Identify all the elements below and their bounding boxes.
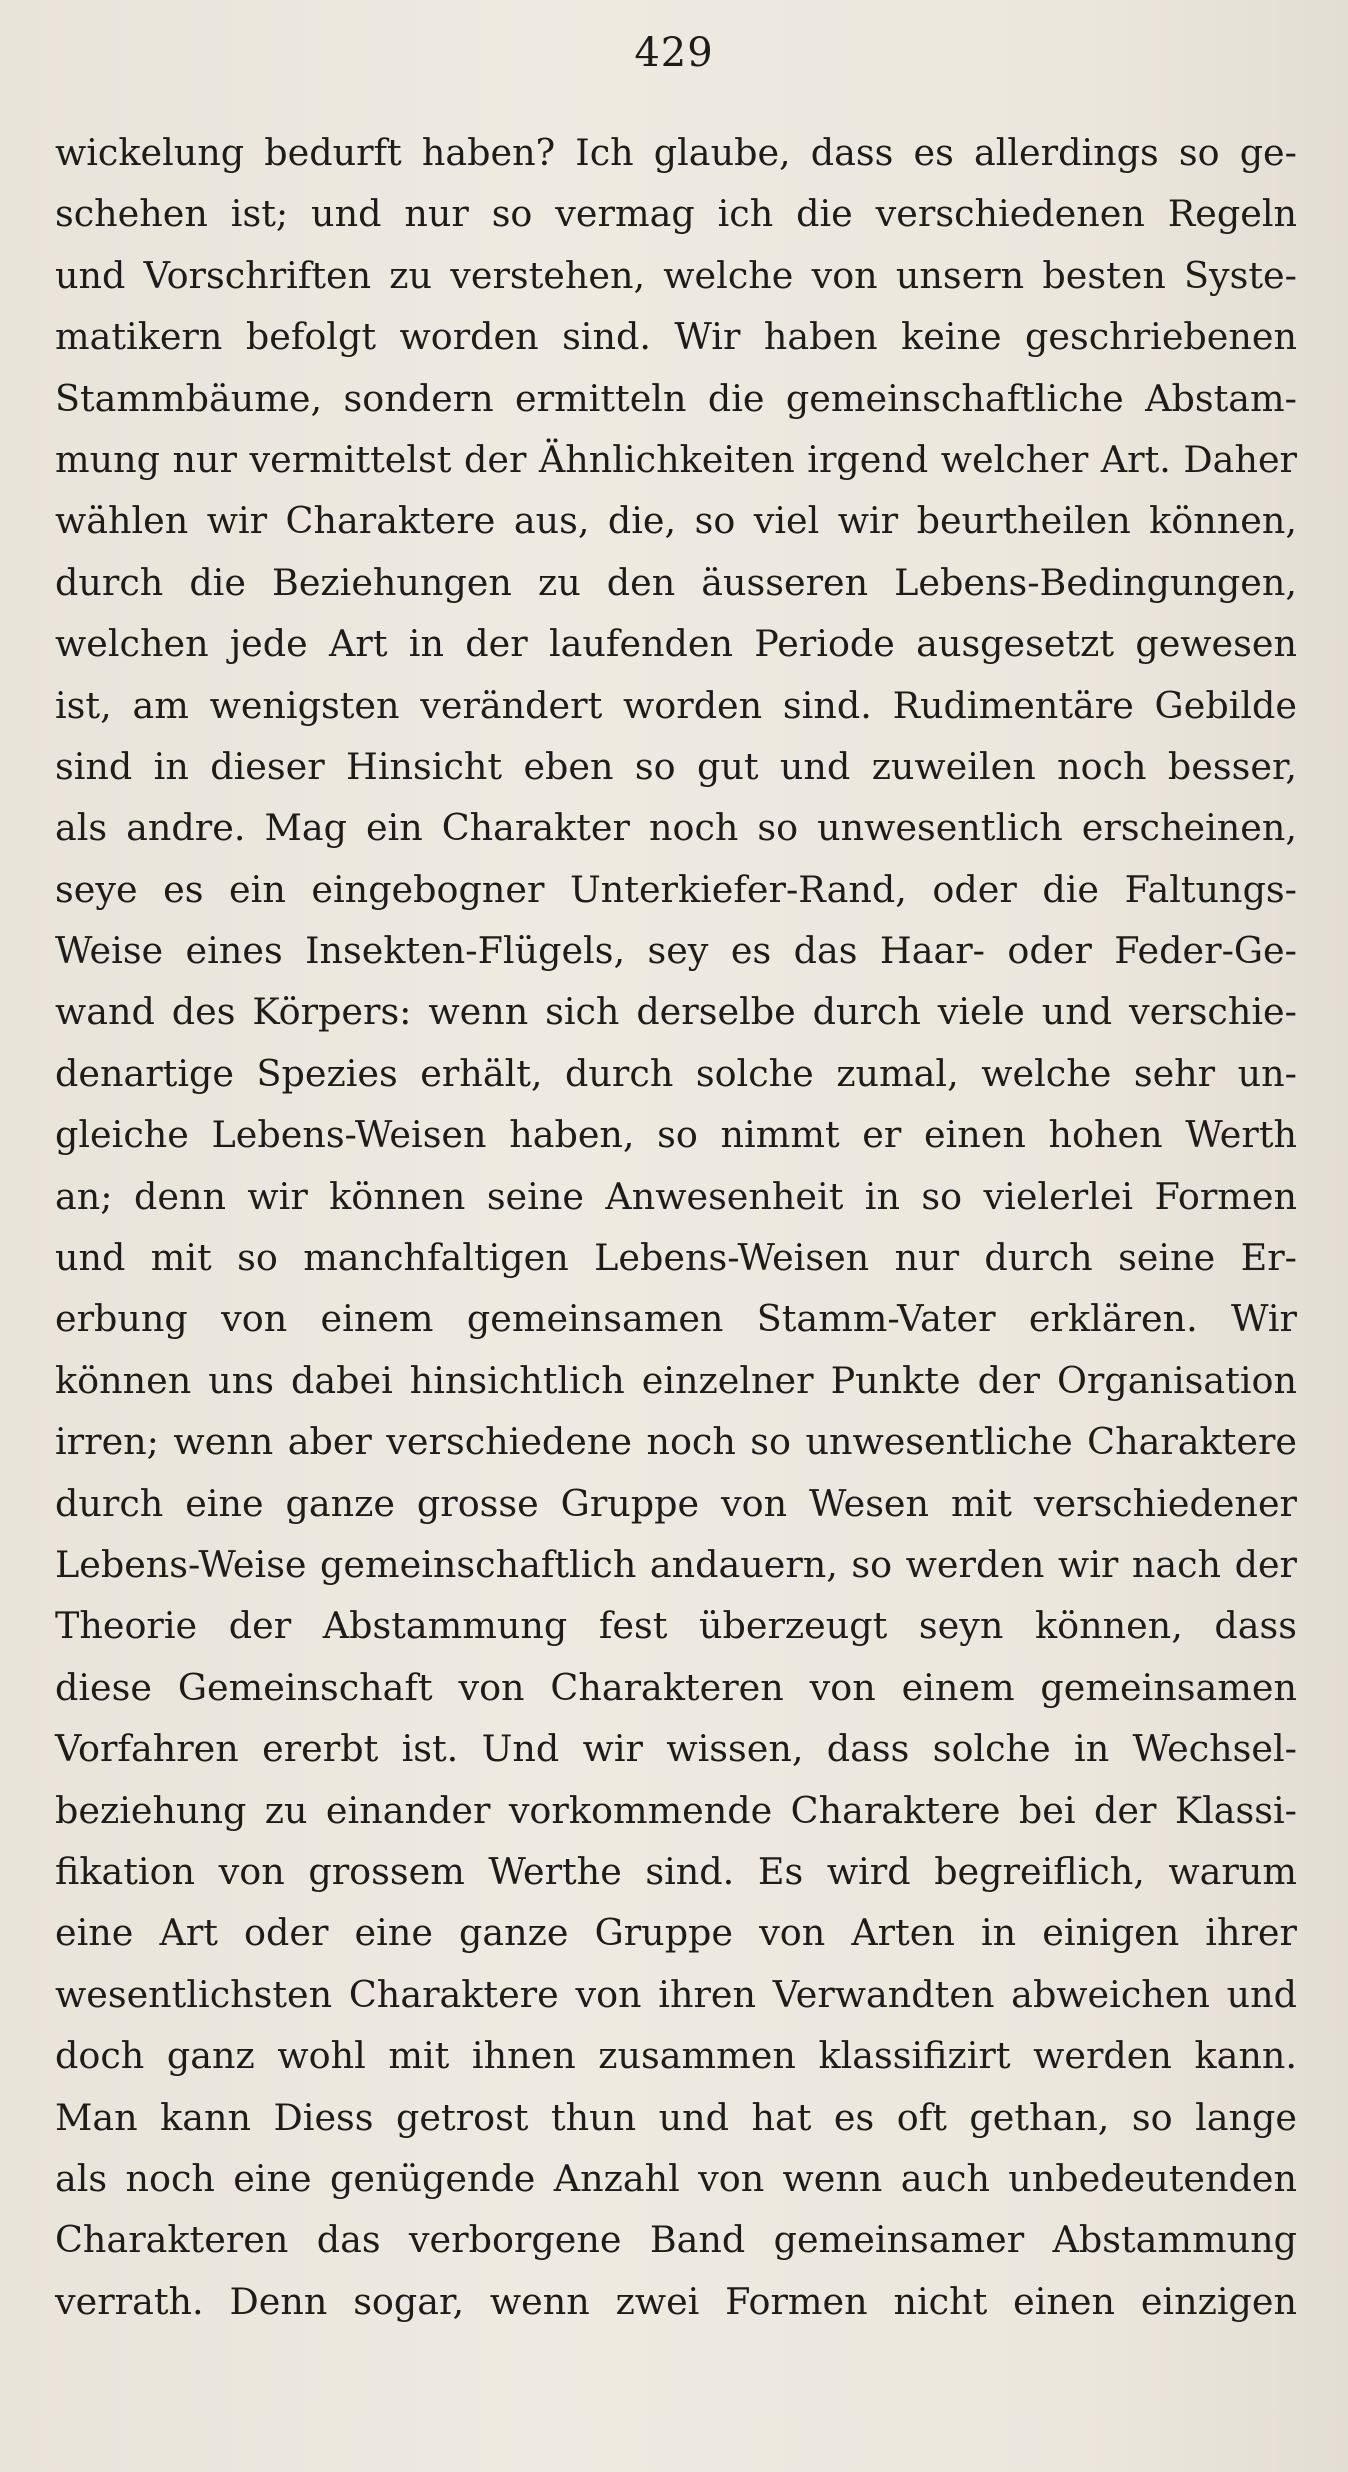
text-line: Charakteren das verborgene Band gemeinsamer Abstammung <box>55 2218 1297 2262</box>
text-line: schehen ist; und nur so vermag ich die verschiedenen Regeln <box>55 192 1297 236</box>
text-line: irren; wenn aber verschiedene noch so unwesentliche Charaktere <box>55 1420 1297 1464</box>
text-line: denartige Spezies erhält, durch solche zumal, welche sehr un- <box>55 1051 1297 1095</box>
text-line: Man kann Diess getrost thun und hat es oft gethan, so lange <box>55 2095 1297 2139</box>
page-number: 429 <box>634 30 714 76</box>
text-line: diese Gemeinschaft von Charakteren von einem gemeinsamen <box>55 1665 1297 1709</box>
text-line: durch eine ganze grosse Gruppe von Wesen mit verschiedener <box>55 1481 1297 1525</box>
text-line: Lebens-Weise gemeinschaftlich andauern, so werden wir nach der <box>55 1542 1297 1586</box>
text-line: Stammbäume, sondern ermitteln die gemeinschaftliche Abstam- <box>55 376 1297 420</box>
text-line: können uns dabei hinsichtlich einzelner Punkte der Organisation <box>55 1358 1297 1402</box>
text-line: mung nur vermittelst der Ähnlichkeiten irgend welcher Art. Daher <box>55 437 1297 481</box>
text-line: seye es ein eingebogner Unterkiefer-Rand, oder die Faltungs- <box>55 867 1297 911</box>
text-line: durch die Beziehungen zu den äusseren Lebens-Bedingungen, <box>55 560 1297 604</box>
text-line: und mit so manchfaltigen Lebens-Weisen nur durch seine Er- <box>55 1236 1297 1280</box>
text-line: wickelung bedurft haben? Ich glaube, dass es allerdings so ge- <box>55 131 1297 174</box>
text-line: matikern befolgt worden sind. Wir haben keine geschriebenen <box>55 315 1297 359</box>
text-line: Theorie der Abstammung fest überzeugt seyn können, dass <box>55 1604 1297 1648</box>
text-line: wählen wir Charaktere aus, die, so viel wir beurtheilen können, <box>55 499 1297 543</box>
text-line: und Vorschriften zu verstehen, welche von unsern besten Syste- <box>55 253 1297 297</box>
text-line: sind in dieser Hinsicht eben so gut und zuweilen noch besser, <box>55 744 1297 788</box>
text-line: Vorfahren ererbt ist. Und wir wissen, dass solche in Wechsel- <box>55 1727 1297 1771</box>
body-text <box>55 122 1297 2332</box>
text-line: doch ganz wohl mit ihnen zusammen klassifizirt werden kann. <box>55 2034 1297 2078</box>
text-line: fikation von grossem Werthe sind. Es wird begreiflich, warum <box>55 1849 1297 1893</box>
text-line: erbung von einem gemeinsamen Stamm-Vater erklären. Wir <box>55 1297 1297 1341</box>
text-line: als noch eine genügende Anzahl von wenn auch unbedeutenden <box>55 2156 1297 2200</box>
text-line: beziehung zu einander vorkommende Charaktere bei der Klassi- <box>55 1788 1297 1832</box>
text-line: verrath. Denn sogar, wenn zwei Formen nicht einen einzigen <box>55 2279 1297 2323</box>
text-line: an; denn wir können seine Anwesenheit in so vielerlei Formen <box>55 1174 1297 1218</box>
text-line: Weise eines Insekten-Flügels, sey es das Haar- oder Feder-Ge- <box>55 929 1297 973</box>
text-line: welchen jede Art in der laufenden Periode ausgesetzt gewesen <box>55 622 1297 666</box>
text-line: wesentlichsten Charaktere von ihren Verwandten abweichen und <box>55 1972 1297 2016</box>
text-line: gleiche Lebens-Weisen haben, so nimmt er einen hohen Werth <box>55 1113 1297 1157</box>
text-line: wand des Körpers: wenn sich derselbe durch viele und verschie- <box>55 990 1297 1034</box>
text-line: als andre. Mag ein Charakter noch so unwesentlich erscheinen, <box>55 806 1297 850</box>
text-line: eine Art oder eine ganze Gruppe von Arten in einigen ihrer <box>55 1911 1297 1955</box>
text-line: ist, am wenigsten verändert worden sind. Rudimentäre Gebilde <box>55 683 1297 727</box>
